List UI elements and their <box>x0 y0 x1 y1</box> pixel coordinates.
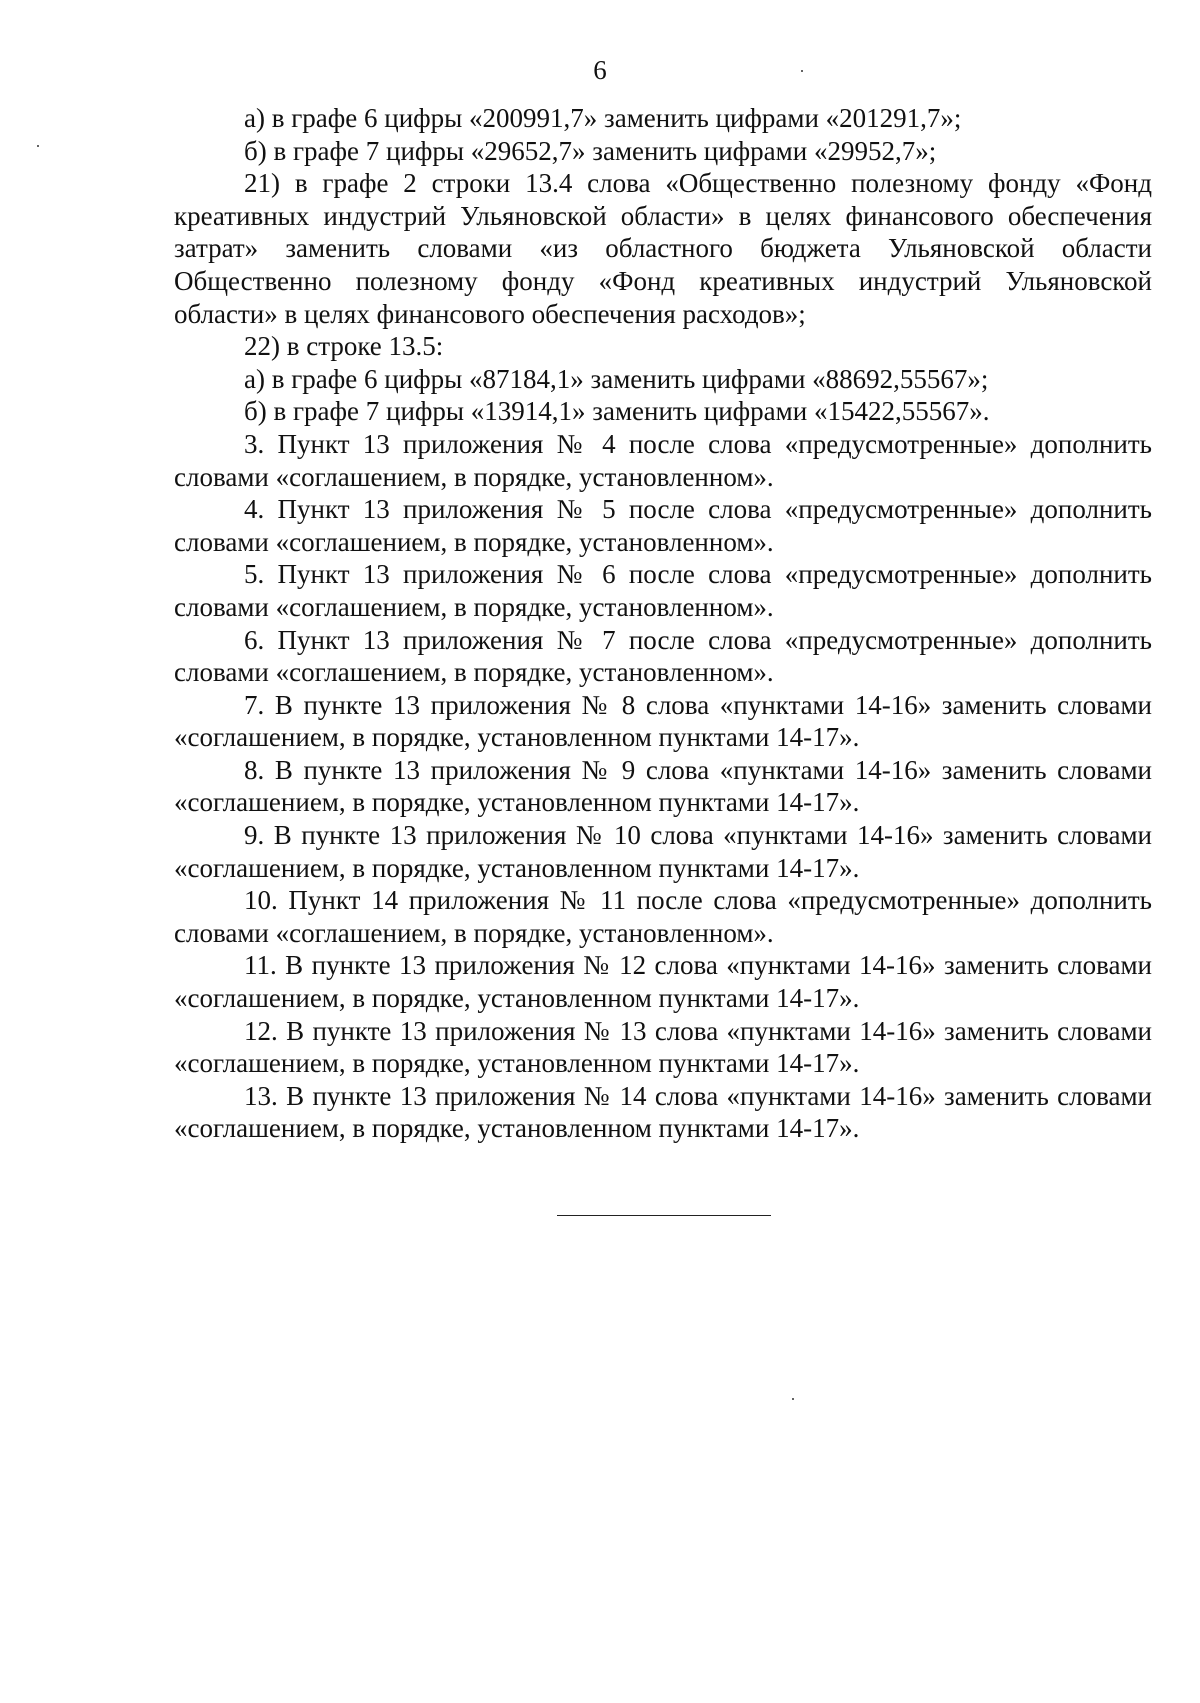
paragraph-point-10: 10. Пункт 14 приложения № 11 после слова «предусмотренные» дополнить словами «соглашением, в порядке, установленном». <box>174 885 1152 948</box>
paragraph-point-7: 7. В пункте 13 приложения № 8 слова «пунктами 14-16» заменить словами «соглашением, в порядке, установленном пунктами 14-17». <box>174 689 1152 753</box>
scan-speck <box>792 1398 794 1400</box>
document-body <box>174 102 1152 1145</box>
paragraph-point-3: 3. Пункт 13 приложения № 4 после слова «предусмотренные» дополнить словами «соглашением, в порядке, установленном». <box>174 428 1152 492</box>
paragraph-point-13: 13. В пункте 13 приложения № 14 слова «пунктами 14-16» заменить словами «соглашением, в порядке, установленном пунктами 14-17». <box>174 1080 1152 1144</box>
page-number: 6 <box>593 55 607 85</box>
paragraph-item-22: 22) в строке 13.5: <box>244 331 444 362</box>
paragraph-point-5: 5. Пункт 13 приложения № 6 после слова «предусмотренные» дополнить словами «соглашением, в порядке, установленном». <box>174 559 1152 622</box>
paragraph-point-6: 6. Пункт 13 приложения № 7 после слова «предусмотренные» дополнить словами «соглашением, в порядке, установленном». <box>174 624 1152 688</box>
paragraph-point-11: 11. В пункте 13 приложения № 12 слова «пунктами 14-16» заменить словами «соглашением, в порядке, установленном пунктами 14-17». <box>174 950 1152 1014</box>
closing-rule-divider <box>557 1215 771 1216</box>
paragraph-item-22-subitem-b: б) в графе 7 цифры «13914,1» заменить цифрами «15422,55567». <box>244 396 990 427</box>
paragraph-item-22-subitem-a: а) в графе 6 цифры «87184,1» заменить цифрами «88692,55567»; <box>244 363 989 394</box>
paragraph-item-21: 21) в графе 2 строки 13.4 слова «Общественно полезному фонду «Фонд креативных индустрий Ульяновской области» в целях финансового обеспечения затрат» заменить словами «из областного бюджета Ульяновской области Общественно полезному фонду «Фонд креативных индустрий Ульяновской области» в целях финансового обеспечения расходов»; <box>174 168 1152 329</box>
scan-speck <box>37 145 39 147</box>
paragraph-point-9: 9. В пункте 13 приложения № 10 слова «пунктами 14-16» заменить словами «соглашением, в порядке, установленном пунктами 14-17». <box>174 820 1152 883</box>
paragraph-point-4: 4. Пункт 13 приложения № 5 после слова «предусмотренные» дополнить словами «соглашением, в порядке, установленном». <box>174 494 1152 557</box>
paragraph-subitem-a-graph-6: а) в графе 6 цифры «200991,7» заменить цифрами «201291,7»; <box>244 103 962 133</box>
paragraph-point-8: 8. В пункте 13 приложения № 9 слова «пунктами 14-16» заменить словами «соглашением, в порядке, установленном пунктами 14-17». <box>174 754 1152 818</box>
paragraph-subitem-b-graph-7: б) в графе 7 цифры «29652,7» заменить цифрами «29952,7»; <box>244 135 937 166</box>
scan-speck <box>801 70 803 72</box>
paragraph-point-12: 12. В пункте 13 приложения № 13 слова «пунктами 14-16» заменить словами «соглашением, в порядке, установленном пунктами 14-17». <box>174 1015 1152 1079</box>
